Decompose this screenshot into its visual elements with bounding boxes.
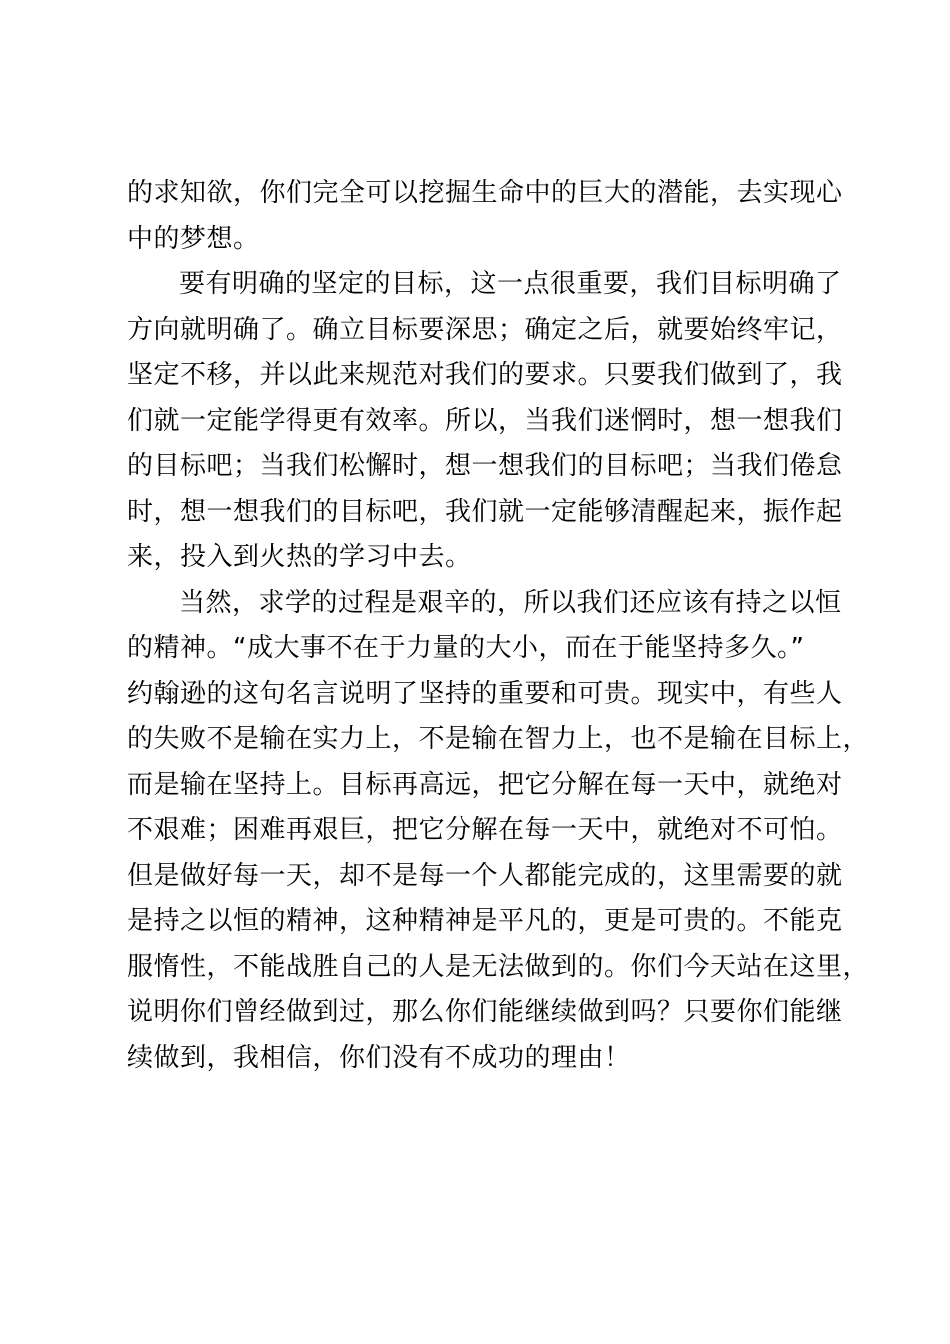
- text-line: 说明你们曾经做到过，那么你们能继续做到吗？只要你们能继: [127, 997, 843, 1027]
- text-line: 是持之以恒的精神，这种精神是平凡的，更是可贵的。不能克: [127, 906, 843, 936]
- text-line: 来，投入到火热的学习中去。: [127, 542, 472, 572]
- text-line: 而是输在坚持上。目标再高远，把它分解在每一天中，就绝对: [127, 769, 843, 800]
- text-line: 的精神。“成大事不在于力量的大小，而在于能坚持多久。”: [127, 633, 805, 663]
- text-line: 的失败不是输在实力上，不是输在智力上，也不是输在目标上，: [127, 724, 870, 754]
- text-line: 中的梦想。: [127, 223, 260, 254]
- text-line: 续做到，我相信，你们没有不成功的理由！: [127, 1042, 631, 1073]
- text-line: 坚定不移，并以此来规范对我们的要求。只要我们做到了，我: [127, 360, 843, 390]
- text-line: 的求知欲，你们完全可以挖掘生命中的巨大的潜能，去实现心: [127, 178, 843, 208]
- text-line: 但是做好每一天，却不是每一个人都能完成的，这里需要的就: [127, 860, 843, 891]
- text-line: 服惰性，不能战胜自己的人是无法做到的。你们今天站在这里，: [127, 951, 870, 982]
- text-line: 不艰难；困难再艰巨，把它分解在每一天中，就绝对不可怕。: [127, 815, 843, 845]
- text-line: 们就一定能学得更有效率。所以，当我们迷惘时，想一想我们: [127, 405, 843, 436]
- text-line: 的目标吧；当我们松懈时，想一想我们的目标吧；当我们倦怠: [127, 451, 843, 481]
- text-line: 方向就明确了。确立目标要深思；确定之后，就要始终牢记，: [127, 314, 843, 345]
- text-line: 约翰逊的这句名言说明了坚持的重要和可贵。现实中，有些人: [127, 678, 843, 709]
- paragraph-first-line: 当然，求学的过程是艰辛的，所以我们还应该有持之以恒: [179, 587, 842, 618]
- text-line: 时，想一想我们的目标吧，我们就一定能够清醒起来，振作起: [127, 496, 843, 527]
- document-body: [127, 171, 870, 1081]
- paragraph-first-line: 要有明确的坚定的目标，这一点很重要，我们目标明确了: [179, 269, 842, 299]
